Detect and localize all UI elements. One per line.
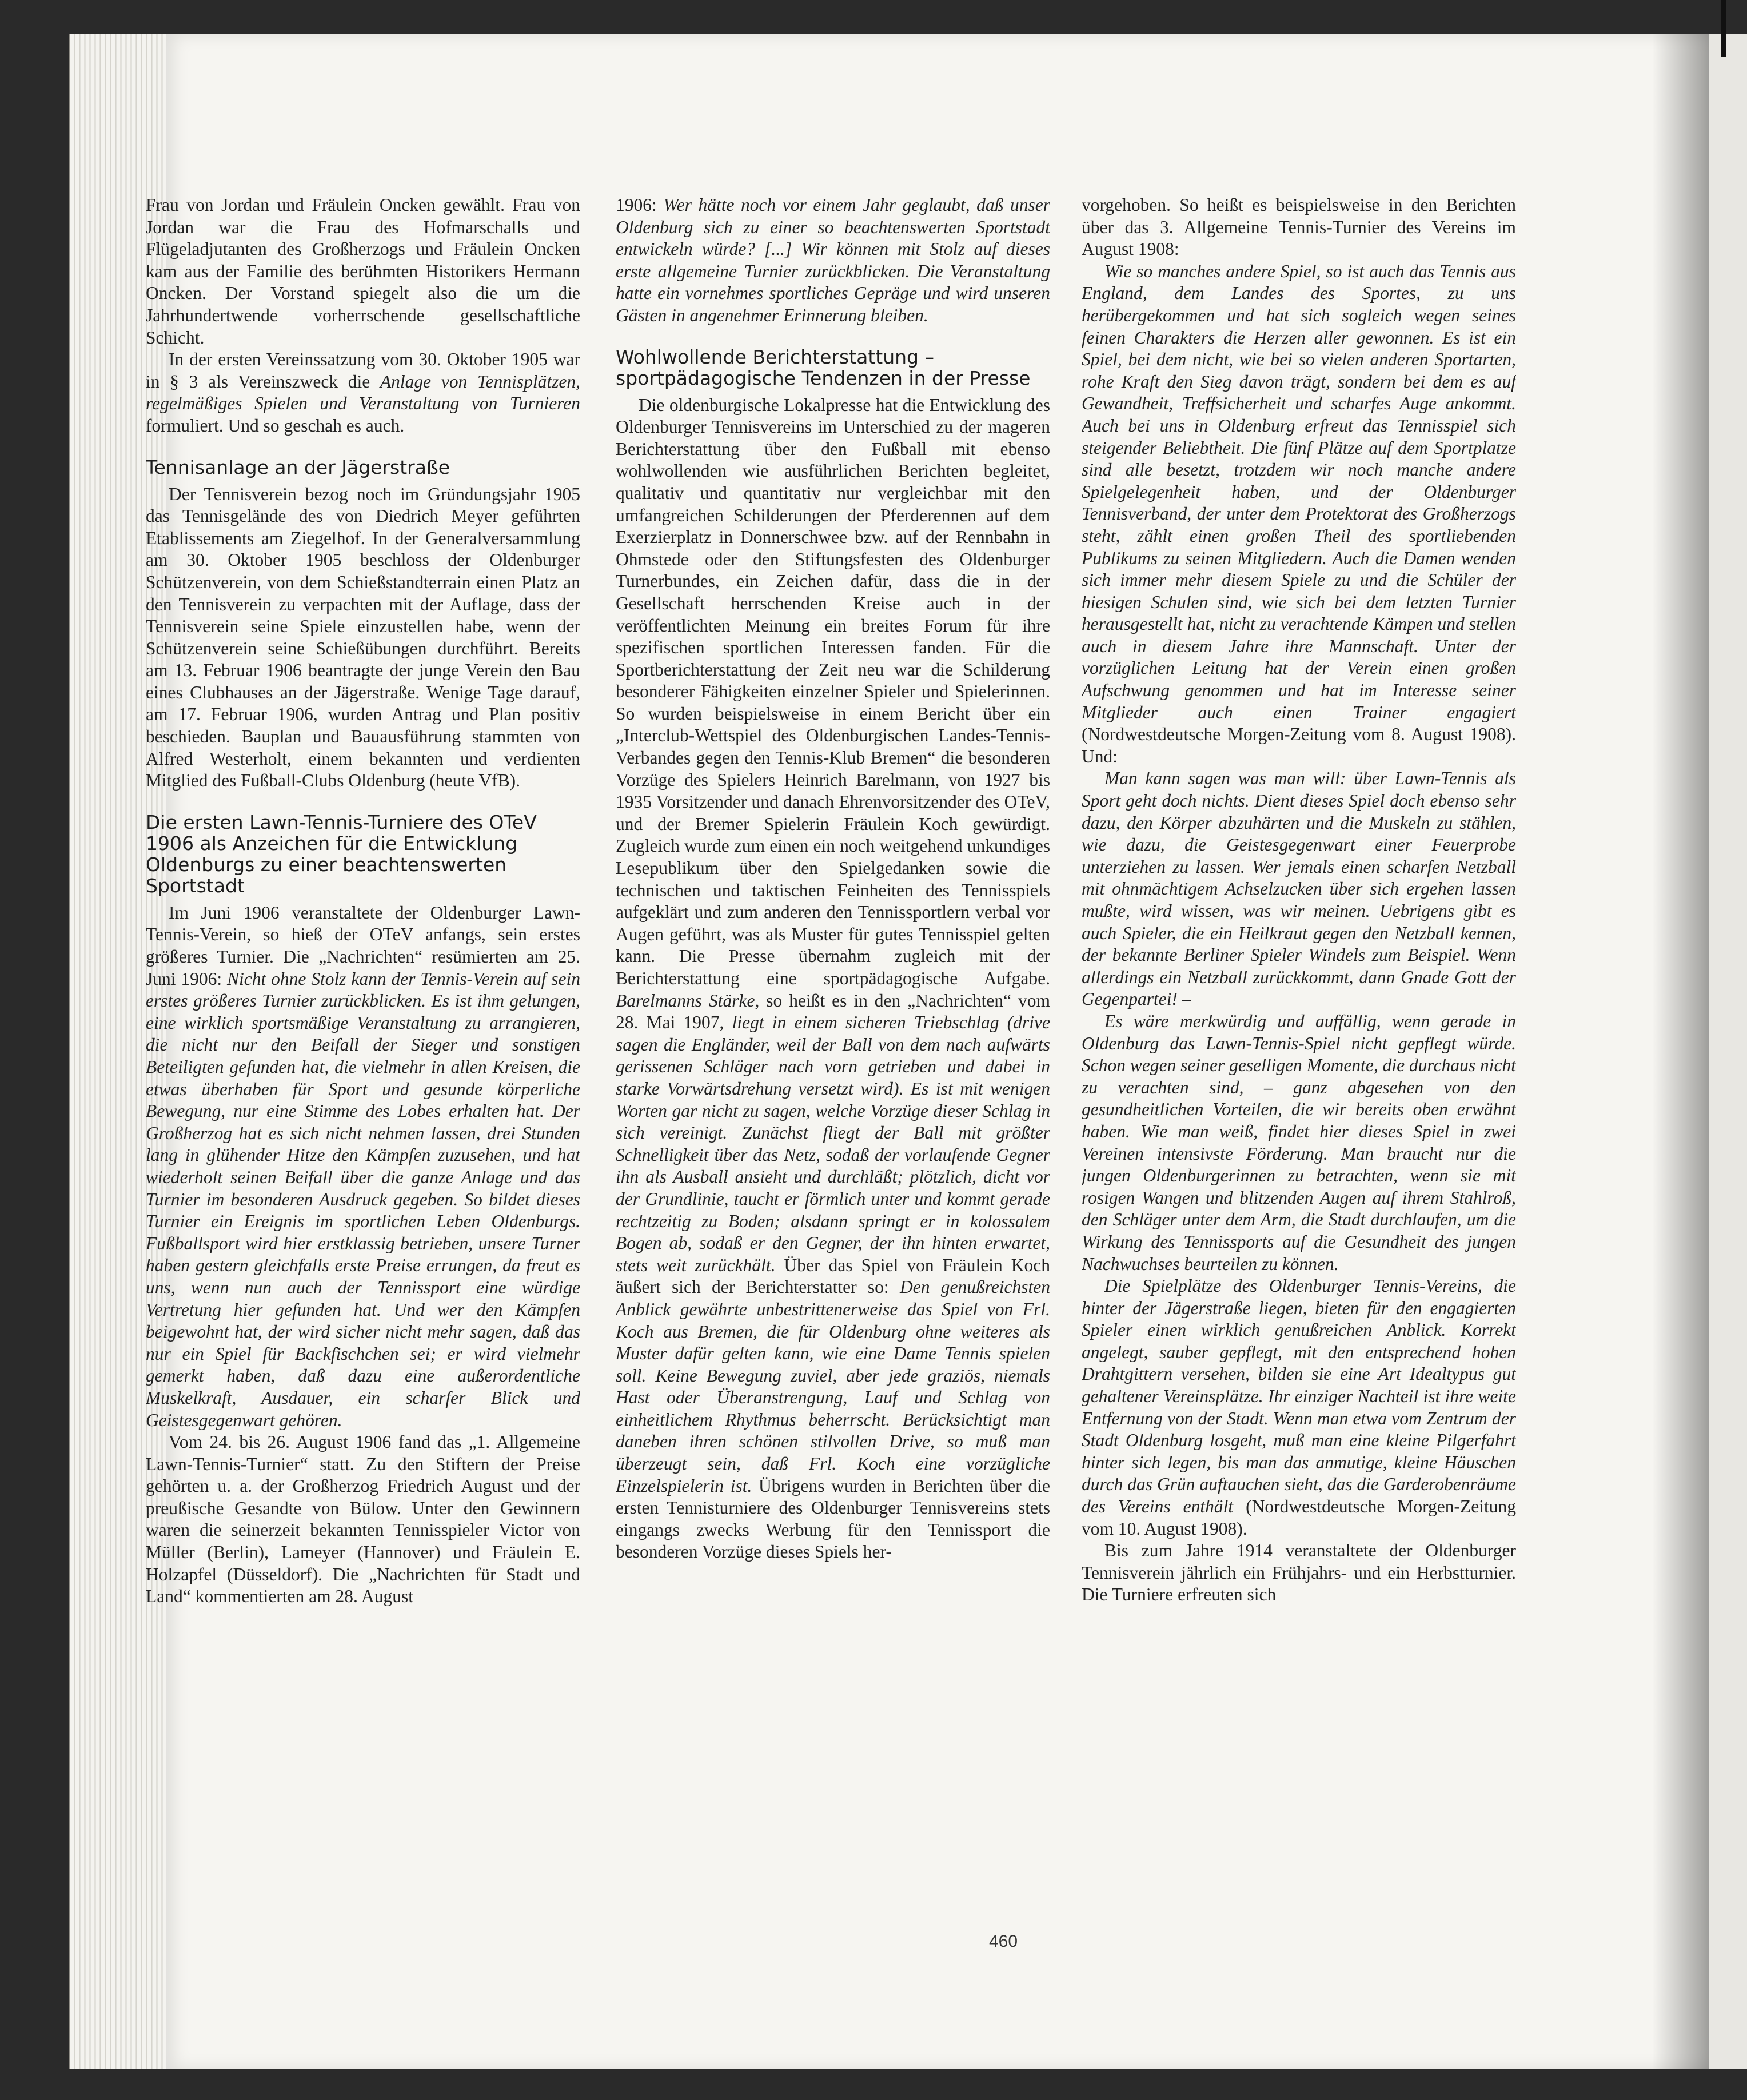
section-heading: Wohlwollende Berichterstattung – sportpädagogische Tendenzen in der Presse bbox=[616, 345, 1031, 389]
text-column-middle bbox=[616, 194, 1050, 1921]
text-column-left bbox=[146, 194, 580, 1921]
paragraph: Im Juni 1906 veranstaltete der Oldenburger Lawn-Tennis-Verein, so hieß der OTeV anfangs, sein erstes größeres Turnier. Die „Nachrichten“ resümierten am 25. Juni 1906: Nicht ohne Stolz kann der Tennis-Verein auf sein erstes größeres Turnier zurückblicken. Es ist ihm gelungen, eine wirklich sportsmäßige Veranstaltung zu arrangieren, die nicht nur den Beifall der Sieger und sonstigen Beteiligten gefunden hat, die vielmehr in allen Kreisen, die etwas überhaben für Sport und gesunde körperliche Bewegung, nur eine Stimme des Lobes erhalten hat. Der Großherzog hat es sich nicht nehmen lassen, drei Stunden lang in glühender Hitze den Kämpfen zuzusehen, und hat wiederholt seinen Beifall über die ganze Anlage und das Turnier im besonderen Ausdruck gegeben. So bildet dieses Turnier ein Ereignis im sportlichen Leben Oldenburgs. Fußballsport wird hier erstklassig betrieben, unsere Turner haben gestern gleichfalls erste Preise errungen, da freut es uns, wenn nun auch der Tennissport eine würdige Vertretung hier gefunden hat. Und wer den Kämpfen beigewohnt hat, der wird sicher nicht mehr sagen, daß das nur ein Spiel für Backfischchen sei; er wird vielmehr gemerkt haben, daß dazu eine außerordentliche Muskelkraft, Ausdauer, ein scharfer Blick und Geistesgegenwart gehören. bbox=[146, 902, 580, 1430]
paragraph: vorgehoben. So heißt es beispielsweise in den Berichten über das 3. Allgemeine Tennis-Turnier des Vereins im August 1908: bbox=[1082, 195, 1516, 259]
section-heading: Die ersten Lawn-Tennis-Turniere des OTeV 1906 als Anzeichen für die Entwicklung Oldenburgs zu einer beachtenswerten Sportstadt bbox=[146, 811, 537, 897]
paragraph: Frau von Jordan und Fräulein Oncken gewählt. Frau von Jordan war die Frau des Hofmarschalls und Flügeladjutanten des Großherzogs und Fräulein Oncken kam aus der Familie des berühmten Historikers Hermann Oncken. Der Vorstand spiegelt also die um die Jahrhundertwende vorherrschende gesellschaftliche Schicht. bbox=[146, 195, 580, 348]
quote-paragraph: Die Spielplätze des Oldenburger Tennis-Vereins, die hinter der Jägerstraße liegen, bieten für den engagierten Spieler einen wirklich genußreichen Anblick. Korrekt angelegt, sauber gepflegt, mit den entsprechend hohen Drahtgittern versehen, bilden sie eine Art Idealtypus gut gehaltener Vereinsplätze. Ihr einziger Nachteil ist ihre weite Entfernung von der Stadt. Wenn man etwa vom Zentrum der Stadt Oldenburg losgeht, muß man eine kleine Pilgerfahrt hinter sich legen, bis man das anmutige, kleine Häuschen durch das Grün auftauchen sieht, das die Garderobenräume des Vereins enthält (Nordwestdeutsche Morgen-Zeitung vom 10. August 1908). bbox=[1082, 1276, 1516, 1539]
section-heading: Tennisanlage an der Jägerstraße bbox=[146, 456, 450, 478]
paragraph: In der ersten Vereinssatzung vom 30. Oktober 1905 war in § 3 als Vereinszweck die Anlage von Tennisplätzen, regelmäßiges Spielen und Veranstaltung von Turnieren formuliert. Und so geschah es auch. bbox=[146, 349, 580, 436]
quote-paragraph: Man kann sagen was man will: über Lawn-Tennis als Sport geht doch nichts. Dient dieses Spiel doch ebenso sehr dazu, den Körper abzuhärten und die Muskeln zu stählen, wie dazu, die Geistesgegenwart einer Feuerprobe unterziehen zu lassen. Wer jemals einen scharfen Netzball mit ohnmächtigem Achselzucken über sich ergehen lassen mußte, wird wissen, was wir meinen. Uebrigens gibt es auch Spieler, die ein Heilkraut gegen den Netzball kennen, der bekannte Berliner Spieler Windels zum Beispiel. Wenn allerdings ein Netzball zurückkommt, dann Gnade Gott der Gegenpartei! – bbox=[1082, 768, 1516, 1009]
spine-marker bbox=[1721, 0, 1726, 57]
facing-page-edge bbox=[1709, 34, 1747, 2069]
text-column-right bbox=[1082, 194, 1516, 1921]
paragraph: Der Tennisverein bezog noch im Gründungsjahr 1905 das Tennisgelände des von Diedrich Meyer geführten Etablissements am Ziegelhof. In der Generalversammlung am 30. Oktober 1905 beschloss der Oldenburger Schützenverein, von dem Schießstandterrain einen Platz an den Tennisverein zu verpachten mit der Auflage, dass der Tennisverein seine Spiele einzustellen habe, wenn der Schützenverein seine Schießübungen durchführt. Bereits am 13. Februar 1906 beantragte der junge Verein den Bau eines Clubhauses an der Jägerstraße. Wenige Tage darauf, am 17. Februar 1906, wurden Antrag und Plan positiv beschieden. Bauplan und Bauausführung stammten von Alfred Westerholt, einem bekannten und verdienten Mitglied des Fußball-Clubs Oldenburg (heute VfB). bbox=[146, 484, 580, 791]
page-number: 460 bbox=[989, 1932, 1018, 1951]
paragraph: Vom 24. bis 26. August 1906 fand das „1. Allgemeine Lawn-Tennis-Turnier“ statt. Zu den Stiftern der Preise gehörten u. a. der Großherzog Friedrich August und der preußische Gesandte von Bülow. Unter den Gewinnern waren die seinerzeit bekannten Tennisspieler Victor von Müller (Berlin), Lameyer (Hannover) und Fräulein E. Holzapfel (Düsseldorf). Die „Nachrichten für Stadt und Land“ kommentierten am 28. August bbox=[146, 1432, 580, 1607]
quote-paragraph: Wie so manches andere Spiel, so ist auch das Tennis aus England, dem Landes des Sportes, zu uns herübergekommen und hat sich sogleich wegen seines feinen Charakters die Herzen aller gewonnen. Es ist ein Spiel, bei dem nicht, wie bei so vielen anderen Sportarten, rohe Kraft den Sieg davon trägt, sondern bei dem es auf Gewandheit, Treffsicherheit und scharfes Auge ankommt. Auch bei uns in Oldenburg erfreut das Tennisspiel sich steigender Beliebtheit. Die fünf Plätze auf dem Sportplatze sind alle besetzt, trotzdem wir noch manche andere Spielgelegenheit haben, und der Oldenburger Tennisverband, der unter dem Protektorat des Großherzogs steht, zählt einen großen Theil des sportliebenden Publikums zu seinen Mitgliedern. Auch die Damen wenden sich immer mehr diesem Spiele zu und die Schüler der hiesigen Schulen sind, wie sich bei dem letzten Turnier herausgestellt hat, nicht zu verachtende Kämpen und stellen auch in diesem Jahre ihre Mannschaft. Unter der vorzüglichen Leitung hat der Verein einen großen Aufschwung genommen und hat im Interesse seiner Mitglieder auch einen Trainer engagiert (Nordwestdeutsche Morgen-Zeitung vom 8. August 1908). Und: bbox=[1082, 261, 1516, 766]
gutter-shadow bbox=[1652, 34, 1709, 2069]
paragraph: Die oldenburgische Lokalpresse hat die Entwicklung des Oldenburger Tennisvereins im Unterschied zu der mageren Berichterstattung über den Fußball mit ebenso wohlwollenden wie ausführlichen Berichten begleitet, qualitativ und quantitativ nur vergleichbar mit den umfangreichen Schilderungen der Pferderennen auf dem Exerzierplatz in Donnerschwee bzw. auf der Rennbahn in Ohmstede oder den Stiftungsfesten des Oldenburger Turnerbundes, ein Zeichen dafür, dass die in der Gesellschaft herrschenden Kreise auch in der veröffentlichten Meinung ein breites Forum für ihre spezifischen sportlichen Interessen fanden. Für die Sportberichterstattung der Zeit neu war die Schilderung besonderer Fähigkeiten einzelner Spieler und Spielerinnen. So wurden beispielsweise in einem Bericht über ein „Interclub-Wettspiel des Oldenburgischen Landes-Tennis-Verbandes gegen den Tennis-Klub Bremen“ die besonderen Vorzüge des Spielers Heinrich Barelmann, von 1927 bis 1935 Vorsitzender und danach Ehrenvorsitzender des OTeV, und der Bremer Spielerin Fräulein Koch gewürdigt. Zugleich wurde zum einen ein noch weitgehend unkundiges Lesepublikum über den Spielgedanken sowie die technischen und taktischen Feinheiten des Tennisspiels aufgeklärt und zum anderen den Tennissportlern verbal vor Augen geführt, was als Muster für gutes Tennisspiel gelten kann. Die Presse übernahm zugleich mit der Berichterstattung eine sportpädagogische Aufgabe. Barelmanns Stärke, so heißt es in den „Nachrichten“ vom 28. Mai 1907, liegt in einem sicheren Triebschlag (drive sagen die Engländer, weil der Ball von dem nach aufwärts gerissenen Schläger nach vorn getrieben und dabei in starke Vorwärtsdrehung versetzt wird). Es ist mit wenigen Worten gar nicht zu sagen, welche Vorzüge dieser Schlag in sich vereinigt. Zunächst fliegt der Ball mit größter Schnelligkeit über das Netz, sodaß der vorlaufende Gegner ihn als Ausball ansieht und durchläßt; plötzlich, dicht vor der Grundlinie, taucht er förmlich unter und kommt gerade rechtzeitig zu Boden; alsdann springt er in kolossalem Bogen ab, sodaß er den Gegner, der ihn hinten erwartet, stets weit zurückhält. Über das Spiel von Fräulein Koch äußert sich der Berichterstatter so: Den genußreichsten Anblick gewährte unbestrittenerweise das Spiel von Frl. Koch aus Bremen, die für Oldenburg ohne weiteres als Muster dafür gelten kann, wie eine Dame Tennis spielen soll. Keine Bewegung zuviel, aber jede graziös, niemals Hast oder Überanstrengung, Lauf und Schlag von einheitlichem Rhythmus beherrscht. Berücksichtigt man daneben ihren schönen stilvollen Drive, so muß man überzeugt sein, daß Frl. Koch eine vorzügliche Einzelspielerin ist. Übrigens wurden in Berichten über die ersten Tennisturniere des Oldenburger Tennisvereins stets eingangs zwecks Werbung für den Tennissport die besonderen Vorzüge dieses Spiels her- bbox=[616, 394, 1050, 1562]
paragraph: 1906: Wer hätte noch vor einem Jahr geglaubt, daß unser Oldenburg sich zu einer so beachtenswerten Sportstadt entwickeln würde? [...] Wir können mit Stolz auf dieses erste allgemeine Turnier zurückblicken. Die Veranstaltung hatte ein vornehmes sportliches Gepräge und wird unseren Gästen in angenehmer Erinnerung bleiben. bbox=[616, 195, 1050, 325]
paragraph: Bis zum Jahre 1914 veranstaltete der Oldenburger Tennisverein jährlich ein Frühjahrs- und ein Herbstturnier. Die Turniere erfreuten sich bbox=[1082, 1540, 1516, 1605]
quote-paragraph: Es wäre merkwürdig und auffällig, wenn gerade in Oldenburg das Lawn-Tennis-Spiel nicht gepflegt würde. Schon wegen seiner geselligen Momente, die durchaus nicht zu verachten sind, – ganz abgesehen von den gesundheitlichen Vorteilen, die wir bereits oben erwähnt haben. Wie man weiß, findet hier dieses Spiel in zwei Vereinen intensivste Förderung. Man braucht nur die jungen Oldenburgerinnen zu betrachten, wenn sie mit rosigen Wangen und blitzenden Augen auf ihrem Stahlroß, den Schläger unter dem Arm, die Stadt durchlaufen, um die Wirkung des Tennissports auf die Gesundheit des jungen Nachwuchses beurteilen zu können. bbox=[1082, 1011, 1516, 1274]
